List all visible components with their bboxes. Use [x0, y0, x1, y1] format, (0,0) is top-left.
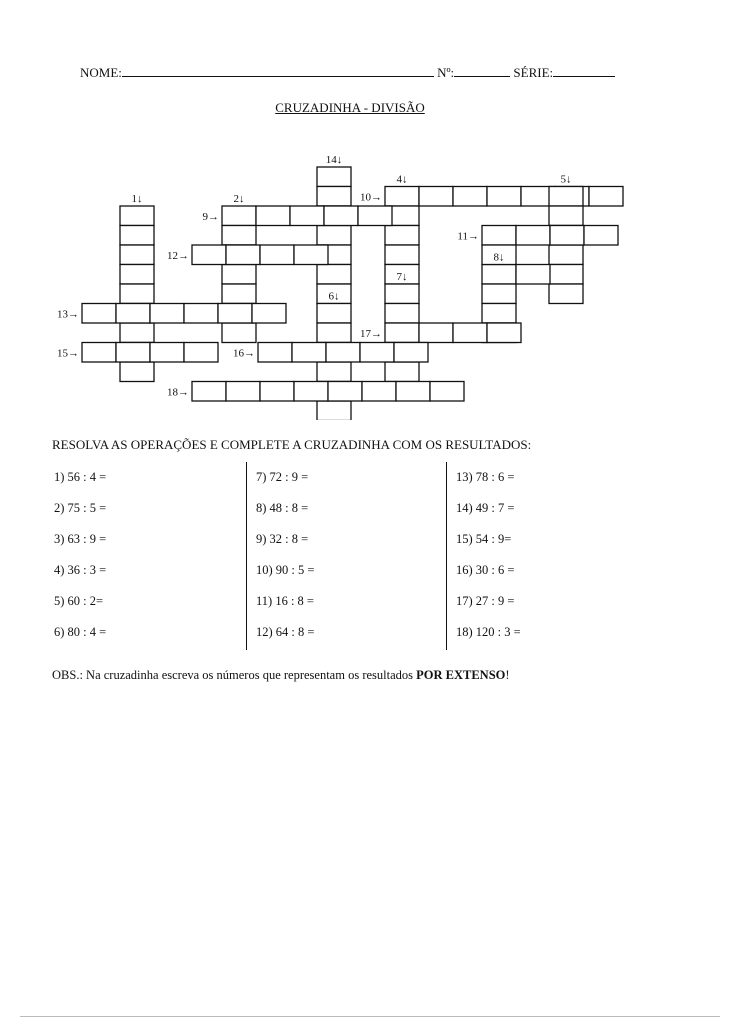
crossword-cell[interactable]	[226, 245, 260, 265]
crossword-cell[interactable]	[116, 304, 150, 324]
crossword-cell[interactable]	[453, 187, 487, 207]
clue-label-8: 8↓	[493, 251, 505, 264]
clue-label-1: 1↓	[131, 193, 143, 205]
operations-column-1	[54, 462, 106, 648]
obs-emphasis: POR EXTENSO	[416, 668, 506, 682]
bottom-rule	[20, 1016, 720, 1017]
operation-3: 3) 63 : 9 =	[54, 532, 107, 546]
crossword-cell[interactable]	[252, 304, 286, 324]
clue-label-15: 15→	[57, 347, 79, 360]
clue-label-13: 13→	[57, 308, 79, 321]
crossword-cell[interactable]	[317, 167, 351, 187]
operation-10: 10) 90 : 5 =	[256, 563, 315, 577]
crossword-cell[interactable]	[294, 245, 328, 265]
number-label: Nº:	[437, 65, 455, 80]
clue-label-5: 5↓	[560, 173, 572, 186]
crossword-cell[interactable]	[120, 362, 154, 382]
crossword-cell[interactable]	[549, 187, 583, 207]
crossword-cell[interactable]	[184, 343, 218, 363]
crossword-cell[interactable]	[482, 304, 516, 324]
operation-15: 15) 54 : 9=	[456, 532, 512, 546]
crossword-cell[interactable]	[184, 304, 218, 324]
crossword-cell[interactable]	[294, 382, 328, 402]
clue-label-2: 2↓	[233, 193, 245, 205]
column-divider-2	[446, 462, 447, 650]
crossword-cell[interactable]	[317, 362, 351, 382]
clue-label-12: 12→	[167, 249, 189, 262]
crossword-cell[interactable]	[317, 265, 351, 285]
crossword-cell[interactable]	[385, 323, 419, 343]
grade-label: SÉRIE:	[513, 65, 554, 80]
operation-14: 14) 49 : 7 =	[456, 501, 515, 515]
page-title: CRUZADINHA - DIVISÃO	[275, 100, 425, 115]
operation-4: 4) 36 : 3 =	[54, 563, 107, 577]
crossword-cell[interactable]	[82, 304, 116, 324]
crossword-cell[interactable]	[317, 323, 351, 343]
crossword-cell[interactable]	[396, 382, 430, 402]
crossword-cell[interactable]	[116, 343, 150, 363]
operation-13: 13) 78 : 6 =	[456, 470, 515, 484]
crossword-cell[interactable]	[419, 323, 453, 343]
crossword-cell[interactable]	[222, 206, 256, 226]
crossword-cell[interactable]	[150, 304, 184, 324]
instruction-text: RESOLVA AS OPERAÇÕES E COMPLETE A CRUZADINHA COM OS RESULTADOS:	[52, 437, 532, 452]
crossword-cell[interactable]	[218, 304, 252, 324]
crossword-cell[interactable]	[482, 284, 516, 304]
crossword-cell[interactable]	[324, 206, 358, 226]
crossword-cell[interactable]	[550, 226, 584, 246]
column-divider-1	[246, 462, 247, 650]
crossword-cell[interactable]	[419, 187, 453, 207]
crossword-cell[interactable]	[549, 284, 583, 304]
crossword-cell[interactable]	[226, 382, 260, 402]
crossword-cell[interactable]	[516, 265, 550, 285]
crossword-cell[interactable]	[516, 226, 550, 246]
operation-9: 9) 32 : 8 =	[256, 532, 309, 546]
crossword-cell[interactable]	[385, 245, 419, 265]
clue-label-17: 17→	[360, 327, 382, 340]
clue-label-16: 16→	[233, 347, 255, 360]
clue-label-6: 6↓	[328, 290, 340, 303]
operation-12: 12) 64 : 8 =	[256, 625, 315, 639]
crossword-cell[interactable]	[258, 343, 292, 363]
crossword-cell[interactable]	[317, 187, 351, 207]
crossword-cell[interactable]	[317, 401, 351, 420]
crossword-cell[interactable]	[120, 206, 154, 226]
crossword-cell[interactable]	[317, 226, 351, 246]
crossword-cell[interactable]	[290, 206, 324, 226]
crossword-cell[interactable]	[482, 226, 516, 246]
operation-8: 8) 48 : 8 =	[256, 501, 309, 515]
operation-5: 5) 60 : 2=	[54, 594, 104, 608]
operation-1: 1) 56 : 4 =	[54, 470, 107, 484]
crossword-cell[interactable]	[487, 187, 521, 207]
crossword-cell[interactable]	[120, 265, 154, 285]
crossword-cell[interactable]	[120, 226, 154, 246]
crossword-cell[interactable]	[328, 382, 362, 402]
operation-7: 7) 72 : 9 =	[256, 470, 309, 484]
crossword-cell[interactable]	[292, 343, 326, 363]
crossword-cell[interactable]	[584, 226, 618, 246]
observation-note	[52, 668, 510, 683]
clue-label-11: 11→	[457, 230, 479, 243]
crossword-cell[interactable]	[589, 187, 623, 207]
crossword-cell[interactable]	[150, 343, 184, 363]
crossword-cell[interactable]	[120, 284, 154, 304]
clue-label-14: 14↓	[325, 154, 343, 166]
crossword-cell[interactable]	[385, 304, 419, 324]
name-label: NOME:	[80, 65, 122, 80]
operation-11: 11) 16 : 8 =	[256, 594, 314, 608]
crossword-cell[interactable]	[549, 206, 583, 226]
crossword-cell[interactable]	[385, 362, 419, 382]
crossword-cell[interactable]	[385, 284, 419, 304]
crossword-cell[interactable]	[317, 304, 351, 324]
operations-column-2	[256, 462, 314, 648]
clue-label-7: 7↓	[396, 271, 408, 283]
crossword-cell[interactable]	[260, 245, 294, 265]
clue-label-18: 18→	[167, 386, 189, 399]
operations-column-3	[456, 462, 521, 648]
crossword-grid	[0, 0, 744, 420]
crossword-cell[interactable]	[222, 323, 256, 343]
obs-prefix: OBS.: Na cruzadinha escreva os números que representam os resultados	[52, 668, 417, 682]
operation-6: 6) 80 : 4 =	[54, 625, 107, 639]
crossword-cell[interactable]	[430, 382, 464, 402]
crossword-cell[interactable]	[222, 265, 256, 285]
crossword-cell[interactable]	[192, 382, 226, 402]
operation-16: 16) 30 : 6 =	[456, 563, 515, 577]
crossword-cell[interactable]	[549, 265, 583, 285]
crossword-cell[interactable]	[260, 382, 294, 402]
crossword-cell[interactable]	[385, 226, 419, 246]
crossword-cell[interactable]	[549, 245, 583, 265]
crossword-cell[interactable]	[385, 187, 419, 207]
crossword-cell[interactable]	[487, 323, 521, 343]
crossword-cell[interactable]	[362, 382, 396, 402]
operation-18: 18) 120 : 3 =	[456, 625, 521, 639]
crossword-cell[interactable]	[453, 323, 487, 343]
crossword-cell[interactable]	[394, 343, 428, 363]
crossword-cell[interactable]	[222, 226, 256, 246]
crossword-cell[interactable]	[326, 343, 360, 363]
crossword-cell[interactable]	[192, 245, 226, 265]
clue-label-4: 4↓	[396, 173, 408, 186]
crossword-cell[interactable]	[482, 265, 516, 285]
crossword-cell[interactable]	[120, 245, 154, 265]
obs-suffix: !	[505, 668, 510, 682]
crossword-cell[interactable]	[358, 206, 392, 226]
clue-label-10: 10→	[360, 191, 382, 204]
crossword-cell[interactable]	[120, 323, 154, 343]
operation-17: 17) 27 : 9 =	[456, 594, 515, 608]
operation-2: 2) 75 : 5 =	[54, 501, 107, 515]
crossword-cell[interactable]	[360, 343, 394, 363]
crossword-cell[interactable]	[256, 206, 290, 226]
crossword-cell[interactable]	[82, 343, 116, 363]
crossword-cell[interactable]	[222, 284, 256, 304]
clue-label-9: 9→	[202, 210, 219, 223]
